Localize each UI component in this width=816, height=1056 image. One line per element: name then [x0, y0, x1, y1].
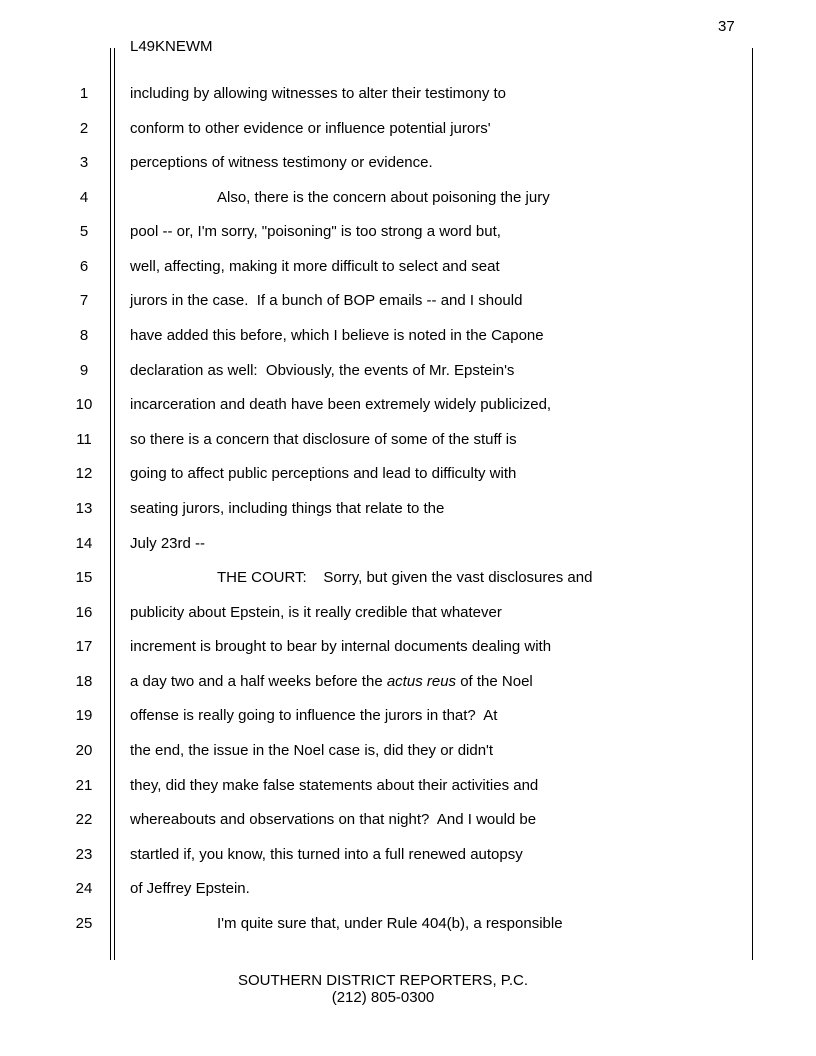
line-number: 5	[79, 223, 89, 241]
text-segment: pool -- or, I'm sorry, "poisoning" is too strong a word but,	[130, 223, 501, 241]
line-number: 12	[75, 465, 93, 483]
line-number: 2	[79, 119, 89, 137]
line-number: 20	[75, 742, 93, 760]
transcript-line	[0, 741, 816, 761]
transcript-line	[0, 534, 816, 554]
text-segment: going to affect public perceptions and lead to difficulty with	[130, 465, 517, 483]
line-number: 18	[75, 672, 93, 690]
line-text	[130, 153, 433, 173]
line-text	[130, 291, 522, 311]
transcript-line	[0, 291, 816, 311]
line-text	[130, 603, 502, 623]
text-segment: of the Noel	[456, 672, 533, 690]
transcript-line	[0, 257, 816, 277]
text-segment: a day two and a half weeks before the	[130, 672, 387, 690]
line-text	[130, 879, 250, 899]
line-text	[130, 776, 538, 796]
transcript-line	[0, 153, 816, 173]
text-segment: offense is really going to influence the jurors in that? At	[130, 707, 498, 725]
line-text	[217, 188, 550, 208]
line-text	[130, 326, 544, 346]
line-number: 7	[79, 292, 89, 310]
text-segment: publicity about Epstein, is it really credible that whatever	[130, 603, 502, 621]
text-segment: they, did they make false statements about their activities and	[130, 776, 539, 794]
line-number: 24	[75, 880, 93, 898]
line-text	[130, 845, 523, 865]
line-number: 14	[75, 534, 93, 552]
line-text	[130, 257, 500, 277]
line-text	[217, 568, 592, 588]
text-segment: so there is a concern that disclosure of some of the stuff is	[130, 430, 517, 448]
page-number: 37	[718, 18, 735, 35]
text-segment: conform to other evidence or influence potential jurors'	[130, 119, 491, 137]
transcript-line	[0, 361, 816, 381]
transcript-line	[0, 188, 816, 208]
line-text	[130, 464, 516, 484]
text-segment: July 23rd --	[130, 534, 206, 552]
text-segment: THE COURT: Sorry, but given the vast disclosures and	[217, 569, 593, 587]
text-segment: well, affecting, making it more difficult to select and seat	[130, 257, 500, 275]
transcript-line	[0, 672, 816, 692]
line-text	[130, 637, 551, 657]
line-number: 21	[75, 776, 93, 794]
text-segment: declaration as well: Obviously, the events of Mr. Epstein's	[130, 361, 515, 379]
line-number: 15	[75, 569, 93, 587]
line-number: 8	[79, 327, 89, 345]
text-segment: whereabouts and observations on that night? And I would be	[130, 811, 537, 829]
transcript-line	[0, 603, 816, 623]
text-segment: startled if, you know, this turned into a full renewed autopsy	[130, 845, 523, 863]
transcript-line	[0, 464, 816, 484]
line-number: 6	[79, 257, 89, 275]
transcript-line	[0, 499, 816, 519]
transcript-header-code: L49KNEWM	[130, 38, 213, 55]
line-number: 19	[75, 707, 93, 725]
transcript-line	[0, 637, 816, 657]
text-segment: jurors in the case. If a bunch of BOP emails -- and I should	[130, 292, 523, 310]
line-number: 11	[76, 430, 92, 448]
text-segment: the end, the issue in the Noel case is, did they or didn't	[130, 742, 494, 760]
line-number: 10	[75, 396, 93, 414]
line-text	[217, 914, 563, 934]
line-number: 4	[79, 188, 89, 206]
transcript-line	[0, 430, 816, 450]
line-text	[130, 430, 517, 450]
transcript-line	[0, 879, 816, 899]
line-text	[130, 119, 491, 139]
text-segment: increment is brought to bear by internal documents dealing with	[130, 638, 552, 656]
line-text	[130, 741, 493, 761]
line-number: 16	[75, 603, 93, 621]
italic-text: actus reus	[386, 672, 457, 690]
transcript-line	[0, 845, 816, 865]
line-text	[130, 672, 533, 692]
text-segment: perceptions of witness testimony or evidence.	[130, 154, 433, 172]
transcript-line	[0, 568, 816, 588]
transcript-line	[0, 914, 816, 934]
transcript-line	[0, 776, 816, 796]
text-segment: incarceration and death have been extremely widely publicized,	[130, 396, 552, 414]
line-number: 17	[75, 638, 93, 656]
line-number: 3	[79, 154, 89, 172]
line-text	[130, 84, 506, 104]
line-text	[130, 222, 501, 242]
text-segment: including by allowing witnesses to alter their testimony to	[130, 85, 507, 102]
line-number: 25	[75, 914, 93, 932]
text-segment: have added this before, which I believe is noted in the Capone	[130, 327, 544, 345]
line-text	[130, 810, 536, 830]
transcript-line	[0, 326, 816, 346]
text-segment: Also, there is the concern about poisoning the jury	[217, 188, 550, 206]
line-number: 1	[79, 85, 89, 102]
transcript-line	[0, 395, 816, 415]
footer-phone: (212) 805-0300	[331, 989, 435, 1006]
line-number: 22	[75, 811, 93, 829]
line-number: 9	[79, 361, 89, 379]
line-number: 13	[75, 499, 93, 517]
transcript-line	[0, 84, 816, 104]
text-segment: seating jurors, including things that relate to the	[130, 499, 445, 517]
line-text	[130, 499, 444, 519]
line-text	[130, 534, 205, 554]
text-segment: I'm quite sure that, under Rule 404(b), a responsible	[217, 914, 563, 932]
line-text	[130, 361, 514, 381]
transcript-line	[0, 119, 816, 139]
line-text	[130, 395, 551, 415]
footer-company: SOUTHERN DISTRICT REPORTERS, P.C.	[237, 972, 529, 989]
transcript-line	[0, 810, 816, 830]
text-segment: of Jeffrey Epstein.	[130, 880, 250, 898]
transcript-line	[0, 706, 816, 726]
transcript-line	[0, 222, 816, 242]
line-text	[130, 706, 497, 726]
line-number: 23	[75, 845, 93, 863]
